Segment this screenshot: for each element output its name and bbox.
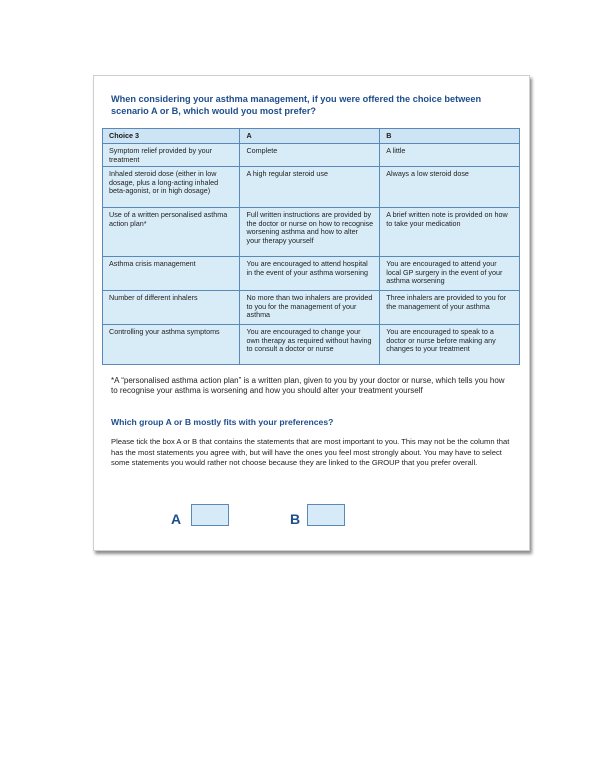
table-cell: No more than two inhalers are provided to you for the management of your asthma — [240, 291, 380, 325]
table-cell: You are encouraged to speak to a doctor or nurse before making any changes to your treatment — [380, 325, 520, 365]
table-cell: You are encouraged to change your own therapy as required without having to consult a doctor or nurse — [240, 325, 380, 365]
table-cell: Complete — [240, 144, 380, 167]
table-cell: Always a low steroid dose — [380, 167, 520, 208]
header-choice: Choice 3 — [103, 129, 240, 144]
table-row — [103, 291, 520, 325]
table-cell: A brief written note is provided on how to take your medication — [380, 208, 520, 257]
questionnaire-card — [93, 75, 530, 551]
table-cell: Number of different inhalers — [103, 291, 240, 325]
header-a: A — [240, 129, 380, 144]
table-row — [103, 144, 520, 167]
table-row — [103, 257, 520, 291]
table-cell: Inhaled steroid dose (either in low dosage, plus a long-acting inhaled beta-agonist, or in high dosage) — [103, 167, 240, 208]
header-b: B — [380, 129, 520, 144]
question-text: When considering your asthma management, if you were offered the choice between scenario A or B, which would you most prefer? — [111, 94, 482, 116]
table-row — [103, 208, 520, 257]
sub-question: Which group A or B mostly fits with your preferences? — [111, 417, 334, 427]
instructions-text: Please tick the box A or B that contains the statements that are most important to you. This may not be the column that has the most statements you agree with, but will have the ones you feel most strongly about. You may have to select some statements you would rather not choose because they are linked to the GROUP that you prefer overall. — [111, 437, 510, 468]
table-cell: You are encouraged to attend hospital in the event of your asthma worsening — [240, 257, 380, 291]
option-a-label: A — [171, 511, 182, 527]
choice-table — [102, 128, 520, 365]
table-cell: Symptom relief provided by your treatment — [103, 144, 240, 167]
option-a-checkbox[interactable] — [191, 504, 229, 526]
footnote: *A “personalised asthma action plan” is a written plan, given to you by your doctor or nurse, which tells you how to recognise your asthma is worsening and how you should alter your treatment yourself — [111, 376, 505, 395]
table-row — [103, 167, 520, 208]
table-cell: You are encouraged to attend your local GP surgery in the event of your asthma worsening — [380, 257, 520, 291]
table-cell: A high regular steroid use — [240, 167, 380, 208]
table-cell: Asthma crisis management — [103, 257, 240, 291]
option-b-label: B — [290, 511, 301, 527]
table-cell: Use of a written personalised asthma action plan* — [103, 208, 240, 257]
table-cell: Controlling your asthma symptoms — [103, 325, 240, 365]
table-cell: Three inhalers are provided to you for the management of your asthma — [380, 291, 520, 325]
table-cell: Full written instructions are provided by the doctor or nurse on how to recognise worsening asthma and how to alter your therapy yourself — [240, 208, 380, 257]
table-header-row — [103, 129, 520, 144]
option-b-checkbox[interactable] — [307, 504, 345, 526]
table-row — [103, 325, 520, 365]
table-cell: A little — [380, 144, 520, 167]
